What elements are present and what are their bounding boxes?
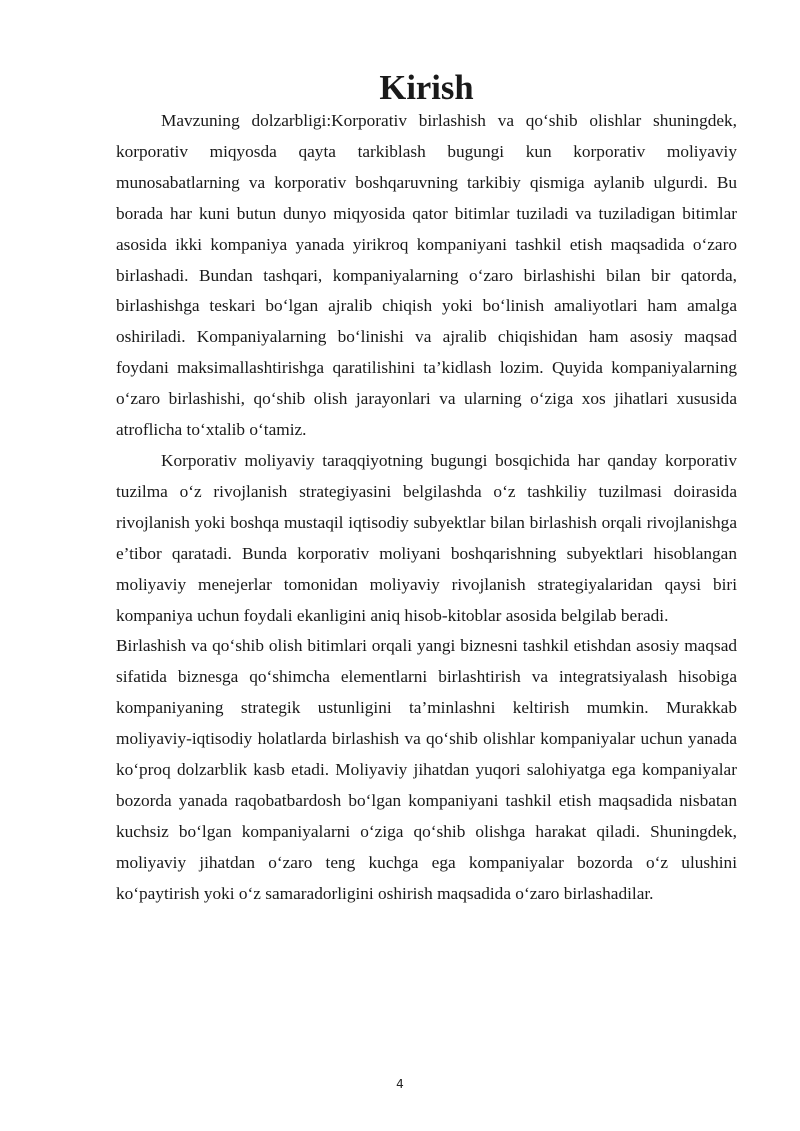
- paragraph-mergers-goals: Birlashish va qo‘shib olish bitimlari orqali yangi biznesni tashkil etishdan asosiy maqsad sifatida biznesga qo‘shimcha elementlarni birlashtirish va integratsiyalash hisobiga kompaniyaning strategik ustunligini ta’minlashni keltirish mumkin. Murakkab moliyaviy-iqtisodiy holatlarda birlashish va qo‘shib olishlar kompaniyalar uchun yanada ko‘proq dolzarblik kasb etadi. Moliyaviy jihatdan yuqori salohiyatga ega kompaniyalar bozorda yanada raqobatbardosh bo‘lgan kompaniyani tashkil etish maqsadida nisbatan kuchsiz bo‘lgan kompaniyalarni o‘ziga qo‘shib olishga harakat qiladi. Shuningdek, moliyaviy jihatdan o‘zaro teng kuchga ega kompaniyalar bozorda o‘z ulushini ko‘paytirish yoki o‘z samaradorligini oshirish maqsadida o‘zaro birlashadilar.: [116, 636, 737, 903]
- page-content: [116, 69, 737, 910]
- paragraph-corporate-development: Korporativ moliyaviy taraqqiyotning bugungi bosqichida har qanday korporativ tuzilma o‘z rivojlanish strategiyasini belgilashda o‘z tashkiliy tuzilmasi doirasida rivojlanish yoki boshqa mustaqil iqtisodiy subyektlar bilan birlashish orqali rivojlanishga e’tibor qaratadi. Bunda korporativ moliyani boshqarishning subyektlari hisoblangan moliyaviy menejerlar tomonidan moliyaviy rivojlanish strategiyalaridan qaysi biri kompaniya uchun foydali ekanligini aniq hisob-kitoblar asosida belgilab beradi.: [116, 450, 737, 625]
- paragraph-relevance: Mavzuning dolzarbligi:Korporativ birlashish va qo‘shib olishlar shuningdek, korporativ miqyosda qayta tarkiblash bugungi kun korporativ moliyaviy munosabatlarning va korporativ boshqaruvning tarkibiy qismiga aylanib ulgurdi. Bu borada har kuni butun dunyo miqyosida qator bitimlar tuziladi va tuziladigan bitimlar asosida ikki kompaniya yanada yirikroq kompaniyani tashkil etish maqsadida o‘zaro birlashadi. Bundan tashqari, kompaniyalarning o‘zaro birlashishi bilan bir qatorda, birlashishga teskari bo‘lgan ajralib chiqish yoki bo‘linish amaliyotlari ham amalga oshiriladi. Kompaniyalarning bo‘linishi va ajralib chiqishidan ham asosiy maqsad foydani maksimallashtirishga qaratilishini ta’kidlash lozim. Quyida kompaniyalarning o‘zaro birlashishi, qo‘shib olish jarayonlari va ularning o‘ziga xos jihatlari xususida atroflicha to‘xtalib o‘tamiz.: [116, 111, 737, 440]
- page-number: 4: [396, 1077, 404, 1091]
- section-title: Kirish: [379, 69, 474, 107]
